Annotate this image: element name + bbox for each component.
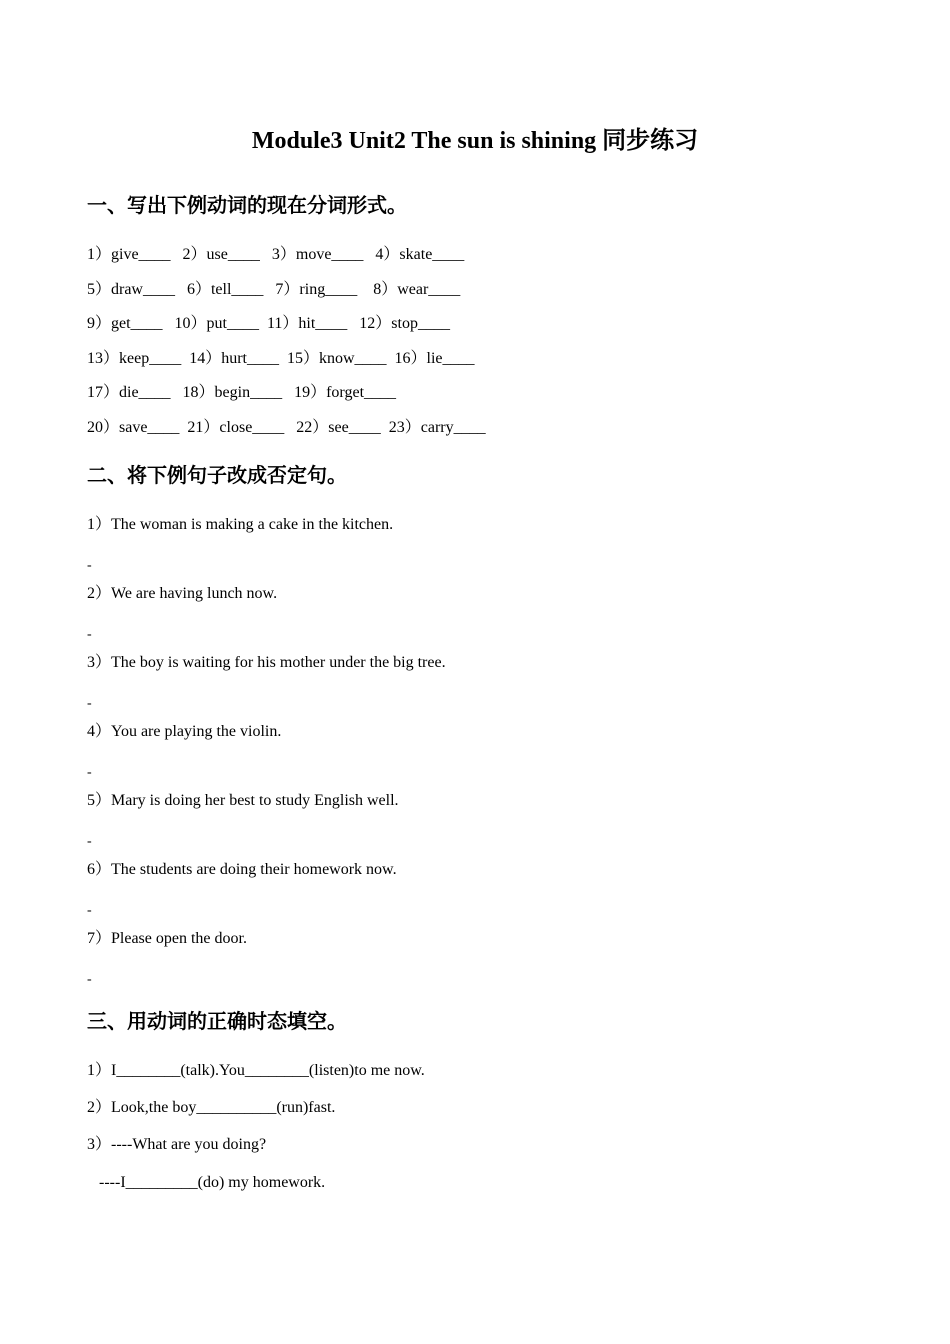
section-2-heading: 二、将下例句子改成否定句。: [87, 463, 347, 487]
negative-sentence-1: 1）The woman is making a cake in the kitchen.: [87, 516, 394, 533]
verb-row-4: 13）keep____ 14）hurt____ 15）know____ 16）lie____: [87, 350, 475, 367]
tense-item-3-question: 3）----What are you doing?: [87, 1136, 267, 1153]
answer-line-4: -: [87, 765, 92, 780]
answer-line-1: -: [87, 558, 92, 573]
answer-line-6: -: [87, 903, 92, 918]
tense-item-2: 2）Look,the boy__________(run)fast.: [87, 1099, 336, 1116]
verb-row-1: 1）give____ 2）use____ 3）move____ 4）skate____: [87, 246, 465, 263]
negative-sentence-2: 2）We are having lunch now.: [87, 585, 278, 602]
page-title: Module3 Unit2 The sun is shining 同步练习: [251, 128, 699, 154]
tense-item-1: 1）I________(talk).You________(listen)to me now.: [87, 1062, 425, 1079]
answer-line-3: -: [87, 696, 92, 711]
negative-sentence-4: 4）You are playing the violin.: [87, 723, 282, 740]
verb-row-2: 5）draw____ 6）tell____ 7）ring____ 8）wear____: [87, 281, 461, 298]
section-3-heading: 三、用动词的正确时态填空。: [87, 1009, 347, 1033]
verb-row-5: 17）die____ 18）begin____ 19）forget____: [87, 384, 397, 401]
verb-row-6: 20）save____ 21）close____ 22）see____ 23）carry____: [87, 419, 486, 436]
section-1-heading: 一、写出下例动词的现在分词形式。: [87, 193, 407, 217]
negative-sentence-5: 5）Mary is doing her best to study English well.: [87, 792, 399, 809]
negative-sentence-6: 6）The students are doing their homework now.: [87, 861, 397, 878]
answer-line-5: -: [87, 834, 92, 849]
tense-item-3-answer: ----I_________(do) my homework.: [99, 1174, 326, 1191]
answer-line-7: -: [87, 972, 92, 987]
negative-sentence-7: 7）Please open the door.: [87, 930, 247, 947]
negative-sentence-3: 3）The boy is waiting for his mother under the big tree.: [87, 654, 446, 671]
answer-line-2: -: [87, 627, 92, 642]
verb-row-3: 9）get____ 10）put____ 11）hit____ 12）stop____: [87, 315, 450, 332]
